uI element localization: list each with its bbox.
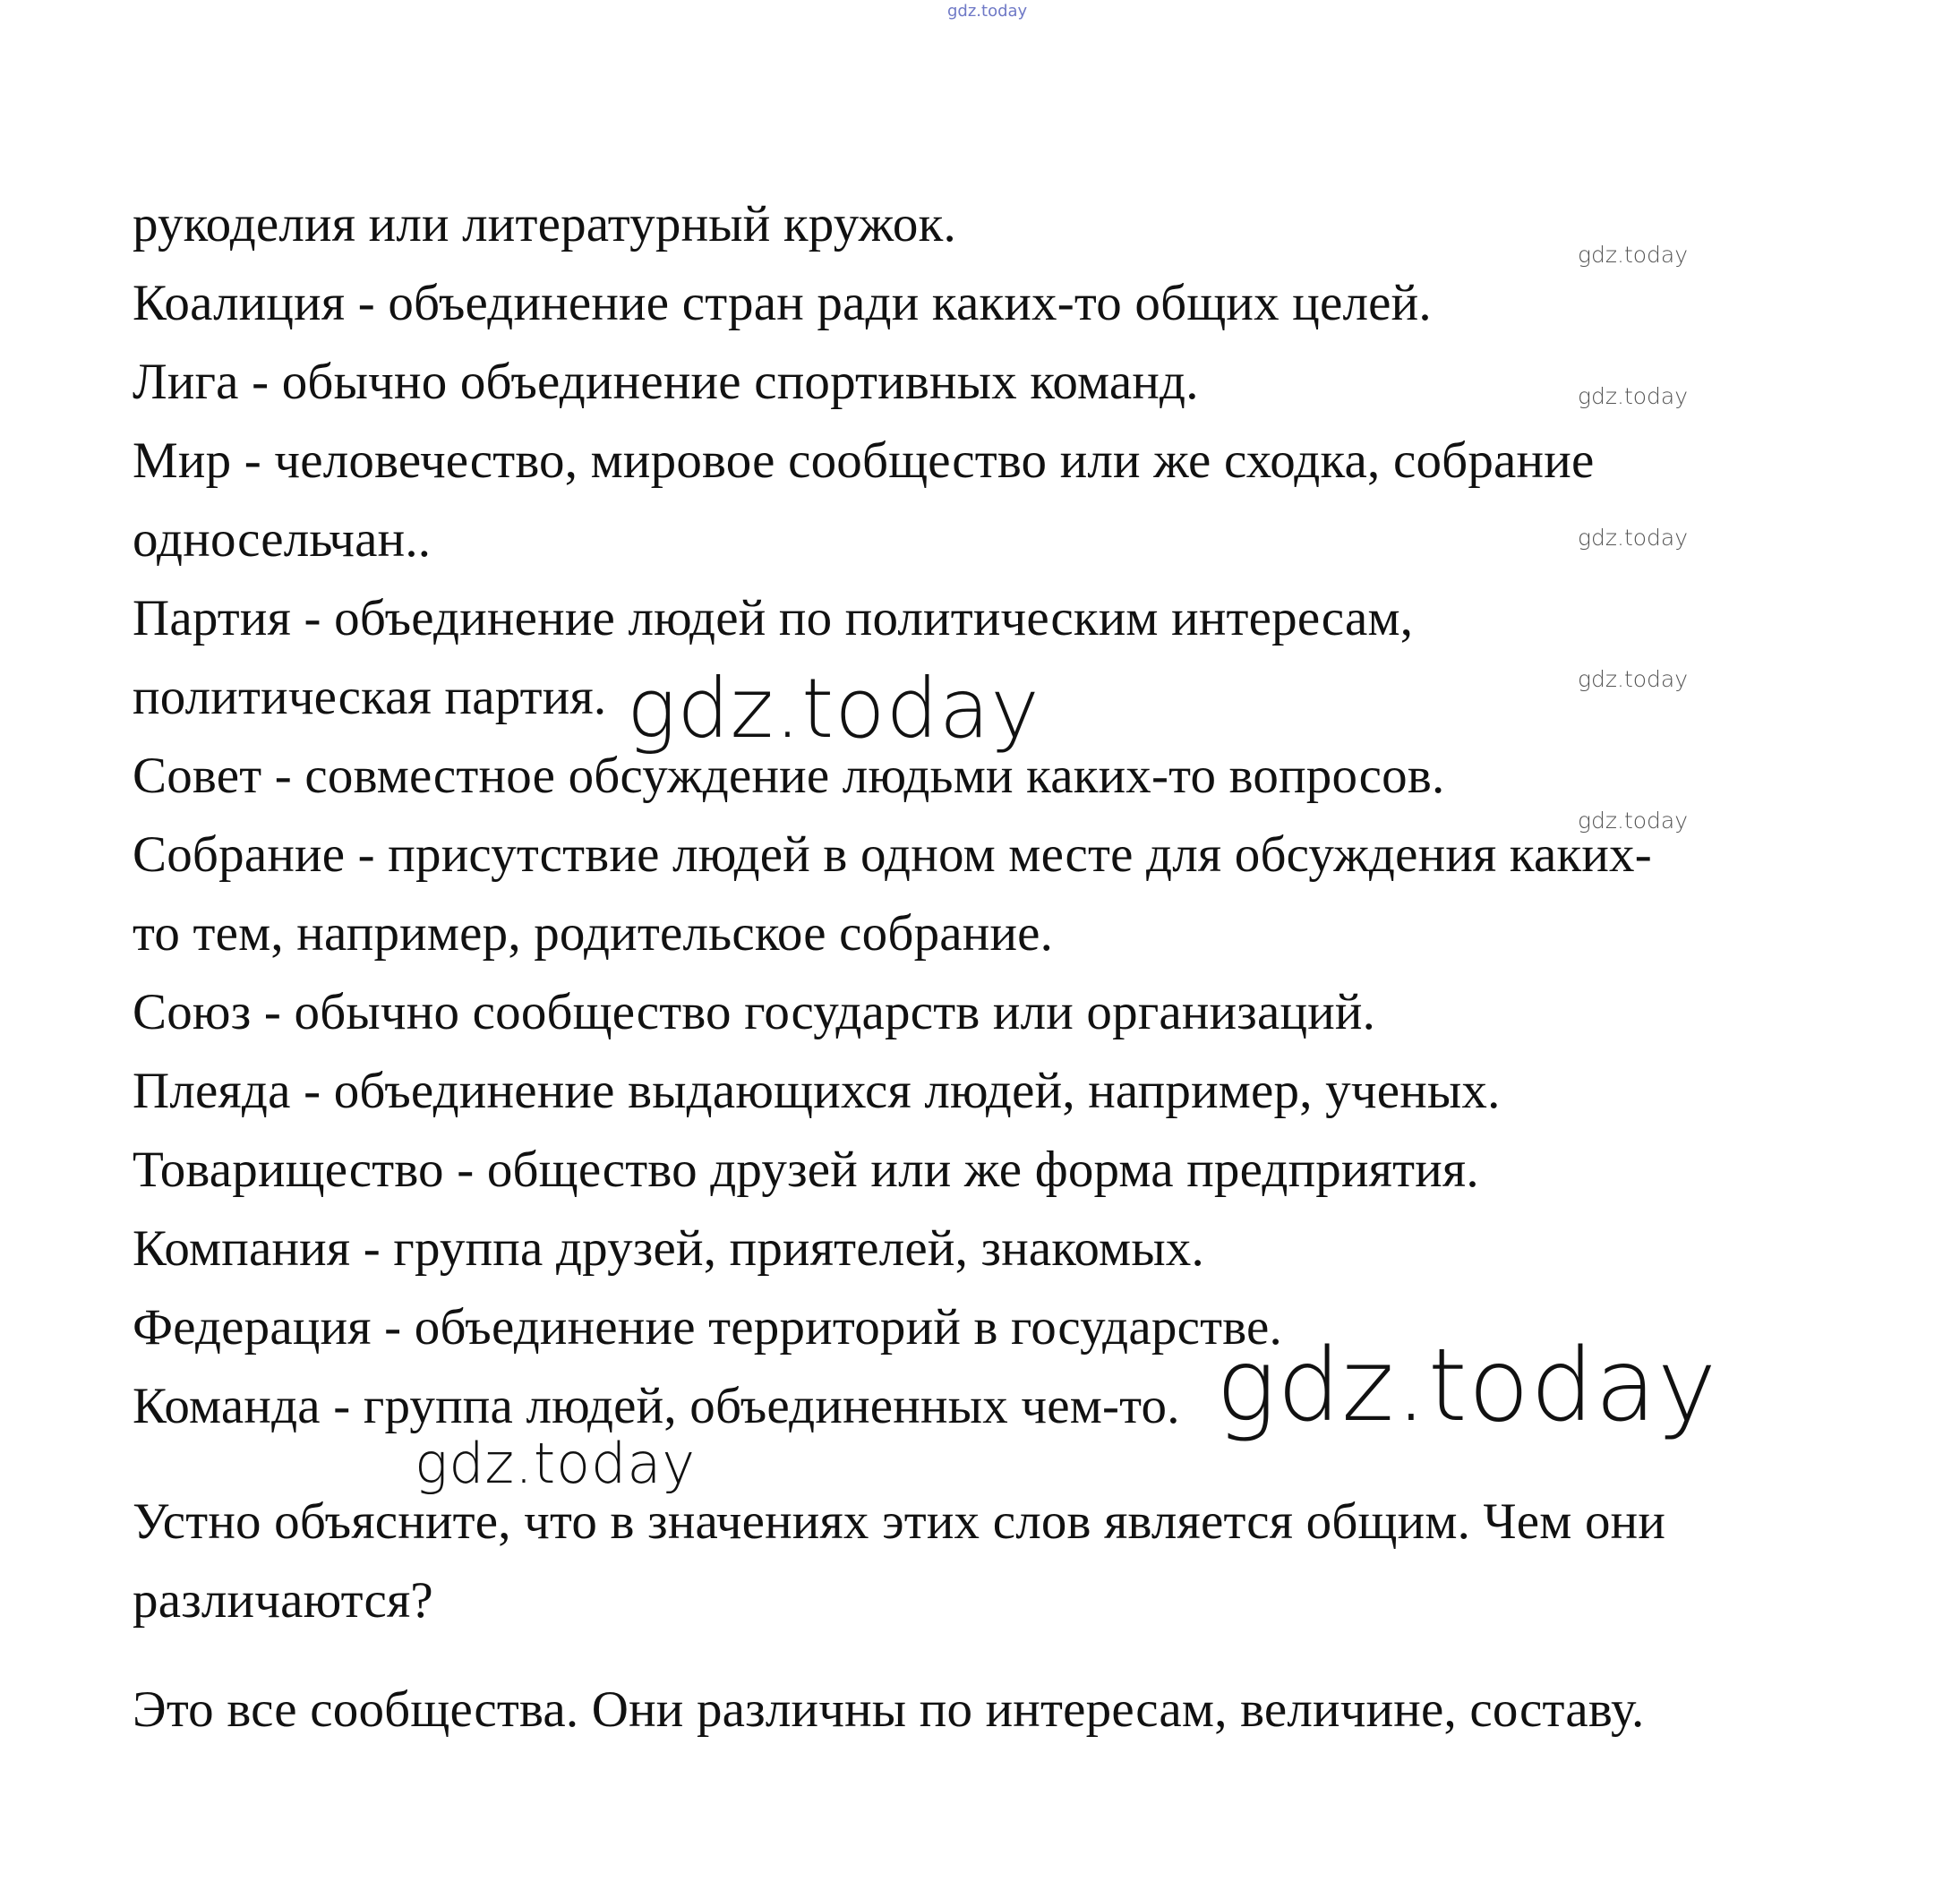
question-line: различаются? bbox=[133, 1572, 433, 1629]
watermark-top: gdz.today bbox=[947, 2, 1028, 21]
question-line: Устно объясните, что в значениях этих слов является общим. Чем они bbox=[133, 1493, 1666, 1550]
watermark-margin: gdz.today bbox=[1578, 242, 1689, 268]
answer-line: Это все сообщества. Они различны по интересам, величине, составу. bbox=[133, 1681, 1645, 1738]
text-line: Совет - совместное обсуждение людьми каких-то вопросов. bbox=[133, 748, 1445, 804]
watermark-large: gdz.today bbox=[1216, 1328, 1718, 1444]
watermark-margin: gdz.today bbox=[1578, 525, 1689, 551]
text-line: рукоделия или литературный кружок. bbox=[133, 196, 956, 252]
text-line: Союз - обычно сообщество государств или организаций. bbox=[133, 984, 1376, 1040]
watermark-margin: gdz.today bbox=[1578, 666, 1689, 692]
text-line: Партия - объединение людей по политическим интересам, bbox=[133, 590, 1414, 646]
text-line: то тем, например, родительское собрание. bbox=[133, 905, 1054, 962]
text-line: Компания - группа друзей, приятелей, знакомых. bbox=[133, 1220, 1204, 1277]
text-line: Коалиция - объединение стран ради каких-то общих целей. bbox=[133, 275, 1432, 331]
text-line: Федерация - объединение территорий в государстве. bbox=[133, 1299, 1282, 1355]
text-line: односельчан.. bbox=[133, 511, 432, 568]
text-line: Мир - человечество, мировое сообщество или же сходка, собрание bbox=[133, 432, 1595, 489]
watermark-margin: gdz.today bbox=[1578, 808, 1689, 834]
text-line: Команда - группа людей, объединенных чем-то. bbox=[133, 1378, 1180, 1434]
text-line: Товарищество - общество друзей или же форма предприятия. bbox=[133, 1142, 1479, 1198]
text-line: Плеяда - объединение выдающихся людей, например, ученых. bbox=[133, 1063, 1501, 1119]
watermark-large: gdz.today bbox=[627, 661, 1040, 757]
watermark-margin: gdz.today bbox=[1578, 383, 1689, 409]
text-line: Лига - обычно объединение спортивных команд. bbox=[133, 354, 1199, 410]
text-line: политическая партия. bbox=[133, 669, 607, 725]
watermark-medium: gdz.today bbox=[415, 1431, 697, 1496]
text-line: Собрание - присутствие людей в одном месте для обсуждения каких- bbox=[133, 826, 1652, 883]
